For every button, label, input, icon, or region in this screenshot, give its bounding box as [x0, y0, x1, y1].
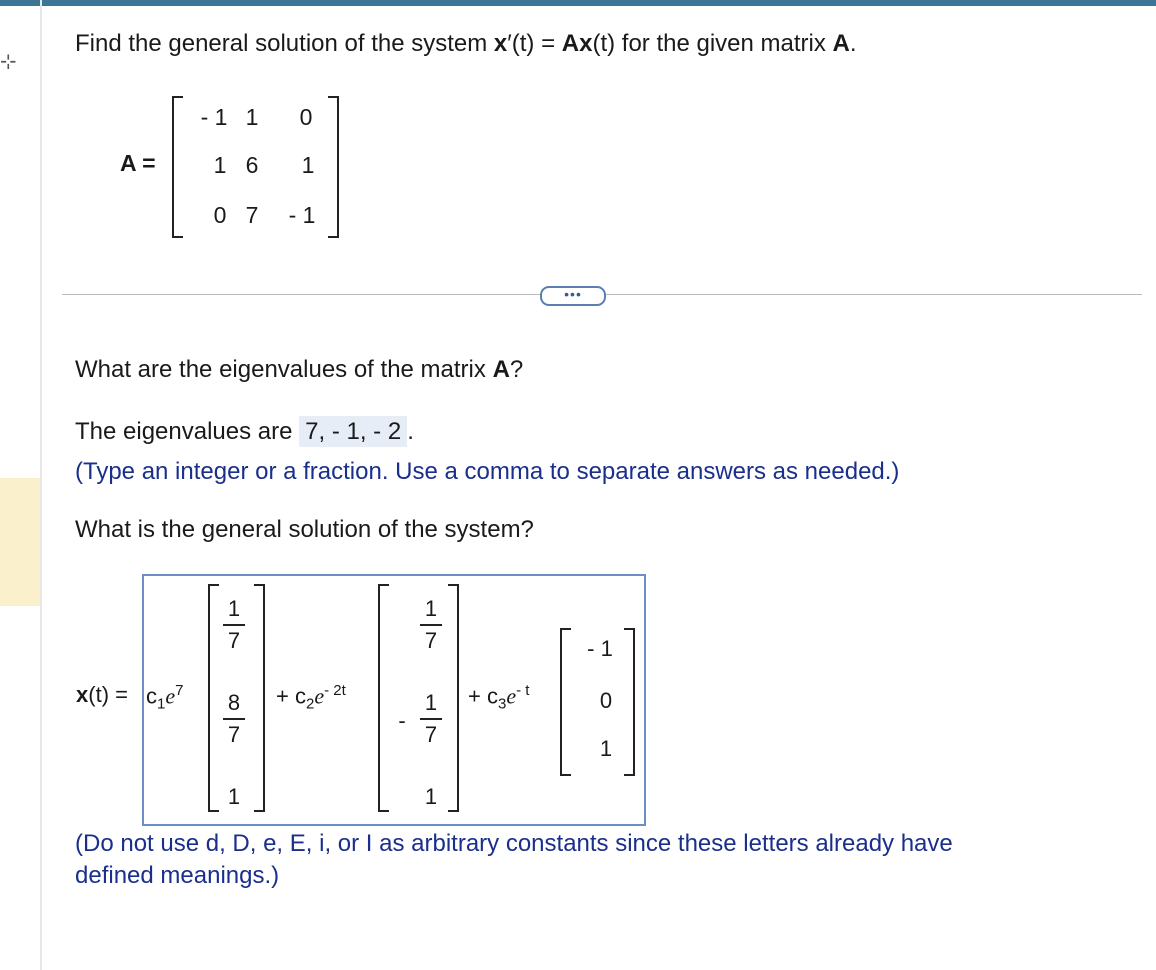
matrix-cell: - 1: [200, 104, 228, 130]
question-text: Find the general solution of the system x′(t) = Ax(t) for the given matrix A.: [75, 30, 857, 57]
matrix-cell: 0: [213, 202, 227, 228]
vector1-entry1: 1 7: [223, 596, 245, 654]
vector2-right-bracket: [448, 584, 459, 812]
left-gutter-divider: [40, 0, 42, 970]
matrix-cell: 1: [301, 152, 315, 178]
solution-term3-coefficient: + $c_3e^{- t}$: [468, 682, 530, 713]
constants-hint-line2: defined meanings.): [75, 862, 280, 889]
matrix-cell: - 1: [288, 202, 316, 228]
current-step-marker: [0, 478, 40, 606]
matrix-cell: 7: [245, 202, 259, 228]
vector1-entry3: 1: [227, 784, 241, 809]
matrix-a-label: A =: [120, 150, 156, 176]
show-more-button[interactable]: •••: [540, 286, 606, 306]
eigenvalues-answer-line: The eigenvalues are 7, - 1, - 2 .: [75, 418, 414, 445]
vector1-left-bracket: [208, 584, 219, 812]
constants-hint-line1: (Do not use d, D, e, E, i, or I as arbitrary constants since these letters already have: [75, 830, 953, 857]
matrix-cell: 1: [213, 152, 227, 178]
solution-lhs: x(t) =: [76, 682, 128, 707]
general-solution-question: What is the general solution of the system?: [75, 516, 534, 543]
matrix-cell: 6: [245, 152, 259, 178]
vector3-entry1: - 1: [587, 636, 613, 661]
vector2-entry2-sign: -: [398, 708, 406, 733]
vector2-left-bracket: [378, 584, 389, 812]
matrix-cell: 0: [299, 104, 313, 130]
matrix-cell: 1: [245, 104, 259, 130]
vector2-entry3: 1: [424, 784, 438, 809]
pin-icon[interactable]: ⊹: [0, 51, 17, 73]
matrix-a-right-bracket: [328, 96, 339, 238]
eigenvalues-hint: (Type an integer or a fraction. Use a comma to separate answers as needed.): [75, 458, 900, 485]
vector2-entry1: 1 7: [420, 596, 442, 654]
vector3-left-bracket: [560, 628, 571, 776]
vector3-entry3: 1: [599, 736, 613, 761]
vector1-right-bracket: [254, 584, 265, 812]
eigenvalues-question: What are the eigenvalues of the matrix A?: [75, 356, 524, 383]
solution-term2-coefficient: + $c_2e^{- 2t}$: [276, 682, 346, 713]
matrix-a-left-bracket: [172, 96, 183, 238]
vector1-entry2: 8 7: [223, 690, 245, 748]
vector3-right-bracket: [624, 628, 635, 776]
eigenvalues-answer-field[interactable]: 7, - 1, - 2: [299, 416, 407, 447]
solution-term1-coefficient: $c_1e^7$: [146, 682, 184, 713]
vector2-entry2: 1 7: [420, 690, 442, 748]
top-accent-bar: [0, 0, 1156, 6]
vector3-entry2: 0: [599, 688, 613, 713]
